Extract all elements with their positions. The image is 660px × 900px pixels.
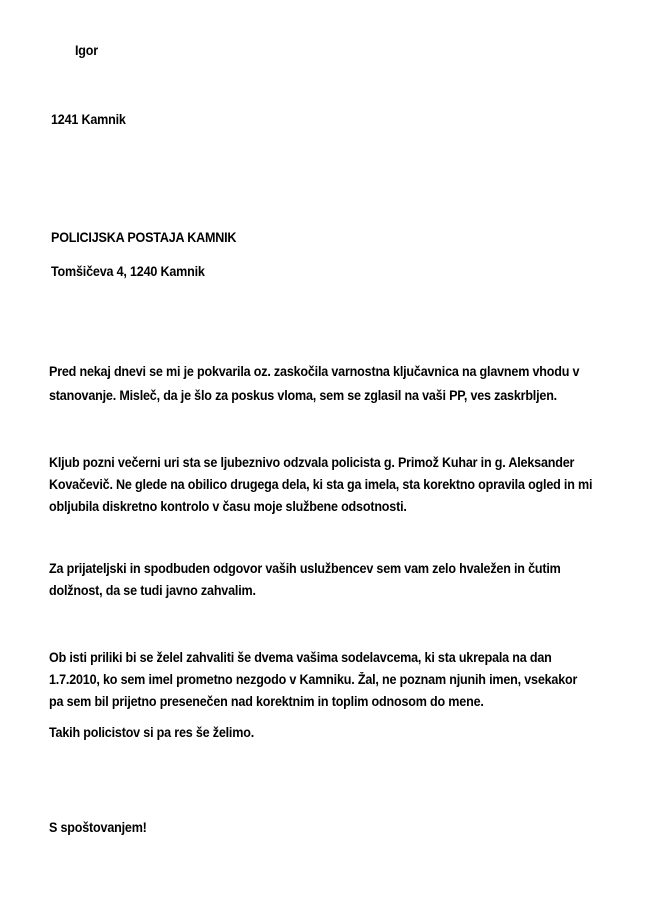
recipient-address: Tomšičeva 4, 1240 Kamnik <box>51 264 205 279</box>
paragraph-line: dolžnost, da se tudi javno zahvalim. <box>49 583 256 598</box>
paragraph-line: Kovačevič. Ne glede na obilico drugega dela, ki sta ga imela, sta korektno opravila ogled in mi <box>49 477 593 492</box>
closing-line: Takih policistov si pa res še želimo. <box>49 725 255 740</box>
recipient-name: POLICIJSKA POSTAJA KAMNIK <box>51 230 237 245</box>
signoff: S spoštovanjem! <box>49 820 147 835</box>
paragraph-line: pa sem bil prijetno presenečen nad korektnim in toplim odnosom do mene. <box>49 694 484 709</box>
paragraph-line: Kljub pozni večerni uri sta se ljubeznivo odzvala policista g. Primož Kuhar in g. Aleksander <box>49 455 575 470</box>
paragraph-line: stanovanje. Misleč, da je šlo za poskus vloma, sem se zglasil na vaši PP, ves zaskrbljen. <box>49 388 557 403</box>
paragraph-line: 1.7.2010, ko sem imel prometno nezgodo v Kamniku. Žal, ne poznam njunih imen, vsekakor <box>49 672 578 687</box>
sender-city: 1241 Kamnik <box>51 112 126 127</box>
sender-name: Igor <box>75 43 98 58</box>
paragraph-line: Ob isti priliki bi se želel zahvaliti še dvema vašima sodelavcema, ki sta ukrepala na dan <box>49 650 552 665</box>
paragraph-line: obljubila diskretno kontrolo v času moje službene odsotnosti. <box>49 499 407 514</box>
paragraph-line: Pred nekaj dnevi se mi je pokvarila oz. zaskočila varnostna ključavnica na glavnem vhodu v <box>49 364 580 379</box>
paragraph-line: Za prijateljski in spodbuden odgovor vaših uslužbencev sem vam zelo hvaležen in čutim <box>49 561 561 576</box>
